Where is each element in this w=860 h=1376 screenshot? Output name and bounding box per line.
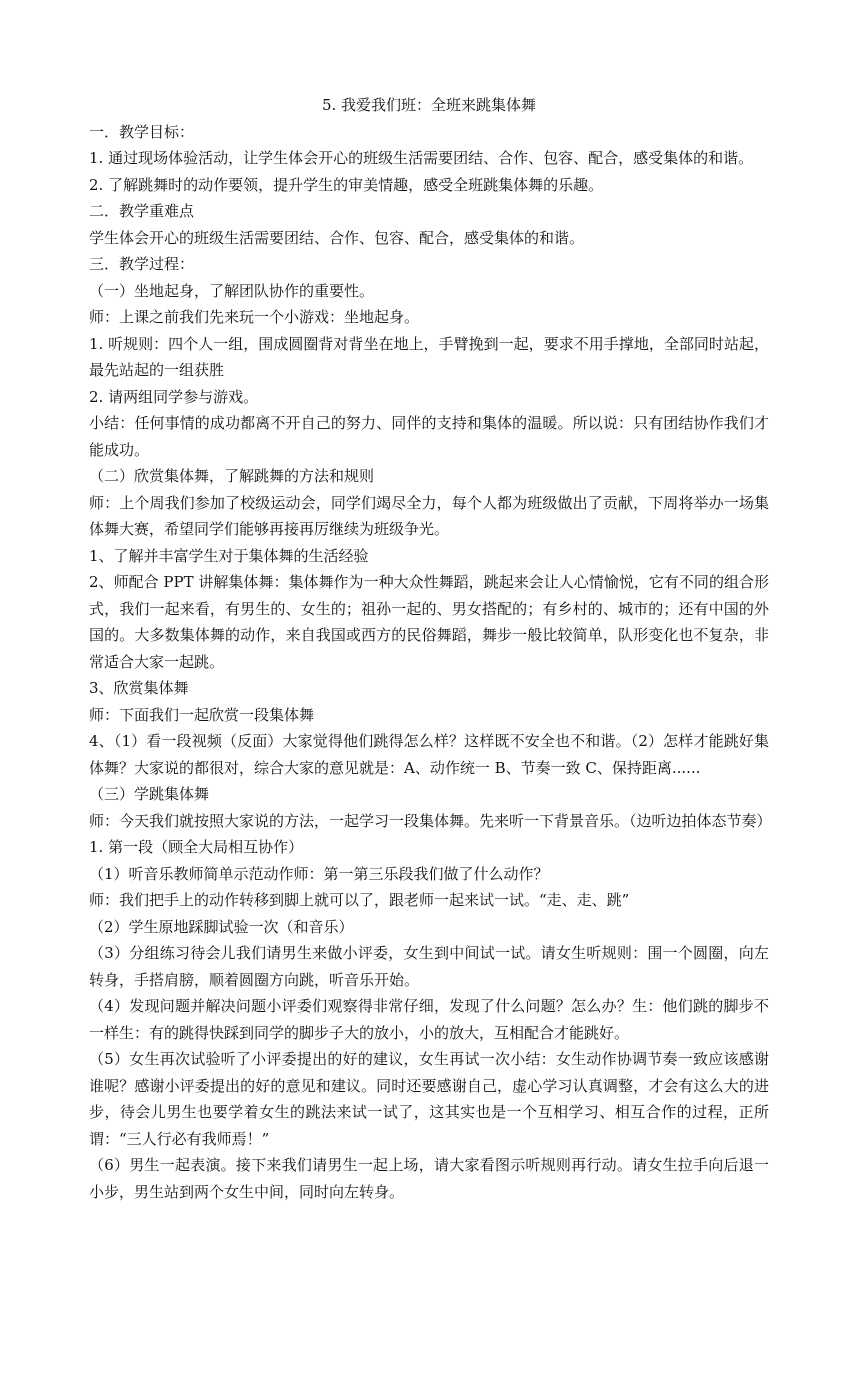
paragraph: 2. 请两组同学参与游戏。 <box>89 387 259 406</box>
paragraph: 师：今天我们就按照大家说的方法，一起学习一段集体舞。先来听一下背景音乐。（边听边拍体态节奏） <box>89 811 772 830</box>
paragraph: 1. 听规则：四个人一组，围成圆圈背对背坐在地上，手臂挽到一起，要求不用手撑地，全部同时站起，最先站起的一组获胜 <box>89 334 769 379</box>
paragraph: 二．教学重难点 <box>89 202 195 220</box>
paragraph: （5）女生再次试验听了小评委提出的好的建议，女生再试一次小结：女生动作协调节奏一致应该感谢谁呢？感谢小评委提出的好的意见和建议。同时还要感谢自己，虚心学习认真调整，才会有这么大的进步，待会儿男生也要学着女生的跳法来试一试了，这其实也是一个互相学习、相互合作的过程，正所谓：“三人行必有我师焉！” <box>89 1050 769 1148</box>
paragraph-list <box>89 119 772 1206</box>
paragraph: （3）分组练习待会儿我们请男生来做小评委，女生到中间试一试。请女生听规则：围一个圆圈，向左转身，手搭肩膀，顺着圆圈方向跳，听音乐开始。 <box>89 944 769 989</box>
paragraph: 2、师配合 PPT 讲解集体舞：集体舞作为一种大众性舞蹈，跳起来会让人心情愉悦，它有不同的组合形式，我们一起来看，有男生的、女生的；祖孙一起的、男女搭配的；有乡村的、城市的；还有中国的外国的。大多数集体舞的动作，来自我国或西方的民俗舞蹈，舞步一般比较简单，队形变化也不复杂，非常适合大家一起跳。 <box>89 573 769 671</box>
paragraph: 3、欣赏集体舞 <box>89 679 189 697</box>
paragraph: 三．教学过程： <box>89 255 195 273</box>
paragraph: （4）发现问题并解决问题小评委们观察得非常仔细，发现了什么问题？怎么办？生：他们跳的脚步不一样生：有的跳得快踩到同学的脚步子大的放小，小的放大，互相配合才能跳好。 <box>89 997 769 1042</box>
paragraph: （6）男生一起表演。接下来我们请男生一起上场，请大家看图示听规则再行动。请女生拉手向后退一小步，男生站到两个女生中间，同时向左转身。 <box>89 1156 769 1201</box>
paragraph: 4、（1）看一段视频（反面）大家觉得他们跳得怎么样？这样既不安全也不和谐。（2）怎样才能跳好集体舞？大家说的都很对，综合大家的意见就是：A、动作统一 B、节奏一致 C、保持距离...... <box>89 732 769 777</box>
paragraph: 1、了解并丰富学生对于集体舞的生活经验 <box>89 546 369 565</box>
paragraph: 学生体会开心的班级生活需要团结、合作、包容、配合，感受集体的和谐。 <box>89 228 585 247</box>
paragraph: （二）欣赏集体舞，了解跳舞的方法和规则 <box>89 467 375 485</box>
document-body <box>89 92 772 1205</box>
paragraph: 一．教学目标： <box>89 122 195 141</box>
paragraph: 1. 通过现场体验活动，让学生体会开心的班级生活需要团结、合作、包容、配合，感受集体的和谐。 <box>89 149 754 167</box>
paragraph: 2. 了解跳舞时的动作要领，提升学生的审美情趣，感受全班跳集体舞的乐趣。 <box>89 175 604 194</box>
paragraph: 师：上课之前我们先来玩一个小游戏：坐地起身。 <box>89 308 420 326</box>
paragraph: 1. 第一段（顾全大局相互协作） <box>89 838 304 856</box>
paragraph: 师：下面我们一起欣赏一段集体舞 <box>89 705 315 724</box>
paragraph: （三）学跳集体舞 <box>89 785 210 803</box>
paragraph: 师：上个周我们参加了校级运动会，同学们竭尽全力，每个人都为班级做出了贡献，下周将举办一场集体舞大赛，希望同学们能够再接再厉继续为班级争光。 <box>89 493 769 538</box>
paragraph: （一）坐地起身，了解团队协作的重要性。 <box>89 281 375 300</box>
paragraph: （1）听音乐教师简单示范动作师：第一第三乐段我们做了什么动作？ <box>89 864 549 883</box>
paragraph: 小结：任何事情的成功都离不开自己的努力、同伴的支持和集体的温暖。所以说：只有团结协作我们才能成功。 <box>89 414 769 459</box>
paragraph: 师：我们把手上的动作转移到脚上就可以了，跟老师一起来试一试。“走、走、跳” <box>89 891 630 909</box>
paragraph: （2）学生原地踩脚试验一次（和音乐） <box>89 917 354 936</box>
document-title: 5. 我爱我们班：全班来跳集体舞 <box>321 96 537 114</box>
